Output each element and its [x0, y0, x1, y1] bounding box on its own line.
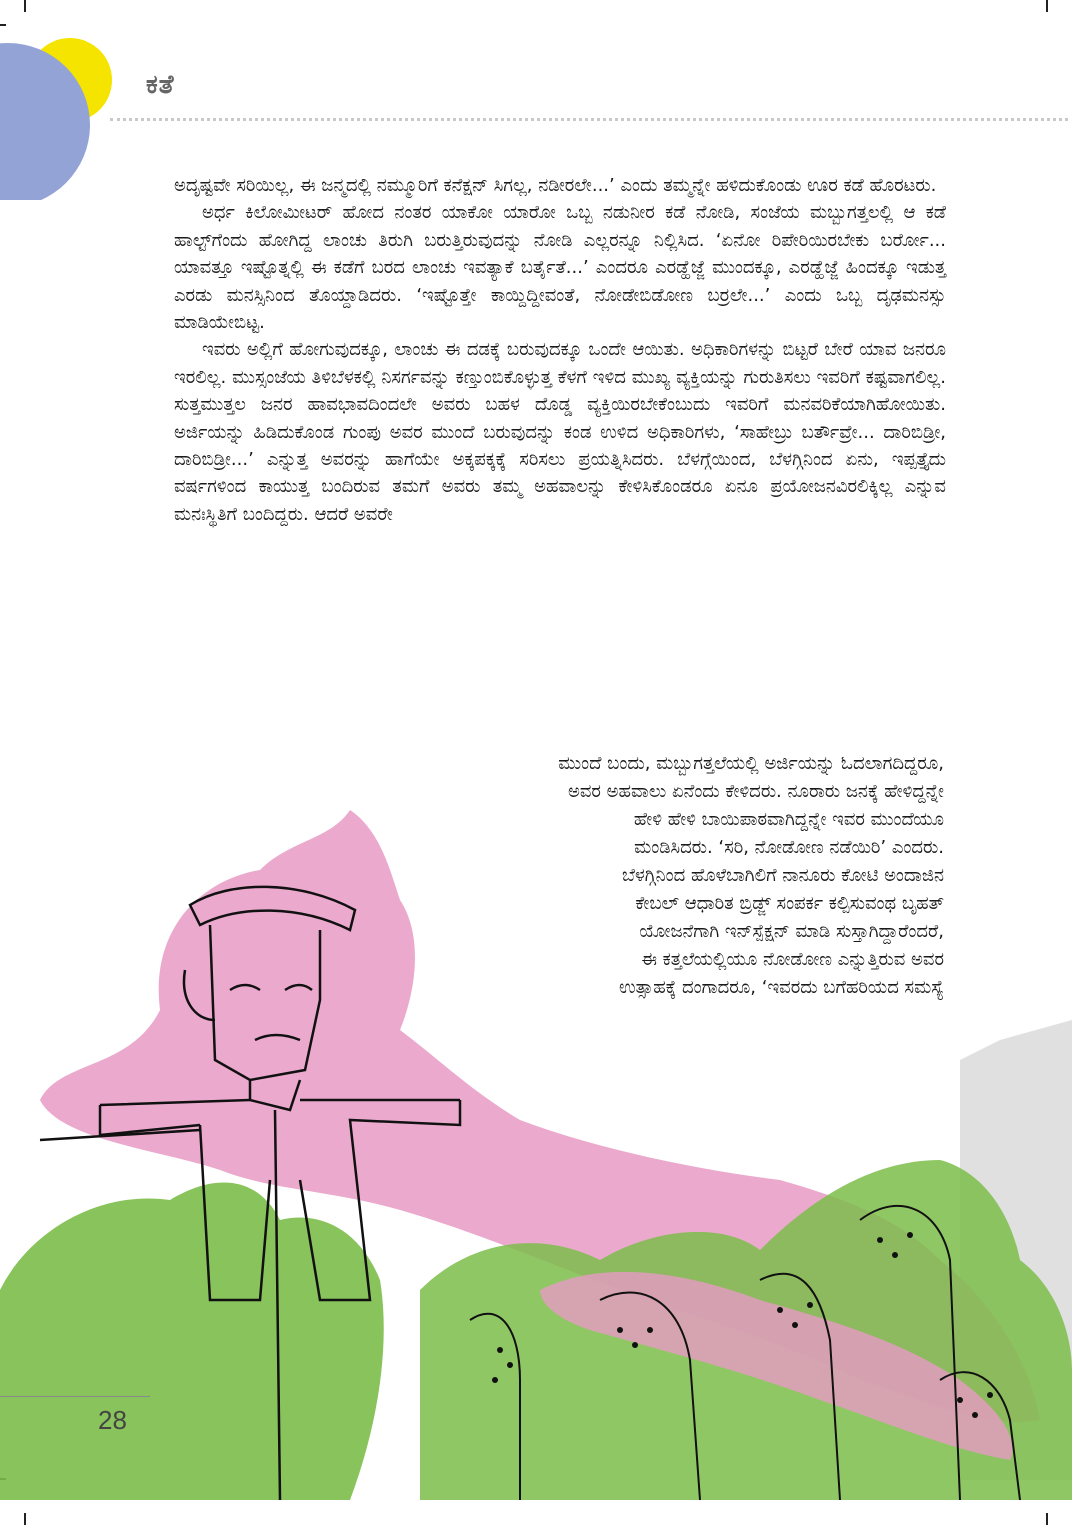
wrapped-line: ಈ ಕತ್ತಲೆಯಲ್ಲಿಯೂ ನೋಡೋಣ ಎನ್ನುತ್ತಿರುವ ಅವರ [641, 949, 944, 970]
wrapped-line: ಕೇಬಲ್ ಆಧಾರಿತ ಬ್ರಿಡ್ಜ್ ಸಂಪರ್ಕ ಕಲ್ಪಿಸುವಂಥ ಬೃಹತ್ [635, 893, 944, 914]
wrapped-line: ಬೆಳಗ್ಗಿನಿಂದ ಹೊಳೆಬಾಗಿಲಿಗೆ ನಾನೂರು ಕೋಟಿ ಅಂದಾಜಿನ [621, 865, 944, 886]
wrapped-line: ಅವರ ಅಹವಾಲು ಏನೆಂದು ಕೇಳಿದರು. ನೂರಾರು ಜನಕ್ಕೆ ಹೇಳಿದ್ದನ್ನೇ [567, 781, 944, 802]
wrapped-line: ಮುಂದೆ ಬಂದು, ಮಬ್ಬುಗತ್ತಲೆಯಲ್ಲಿ ಅರ್ಜಿಯನ್ನು ಓದಲಾಗದಿದ್ದರೂ, [558, 753, 944, 774]
paragraph: ಅದೃಷ್ಟವೇ ಸರಿಯಿಲ್ಲ, ಈ ಜನ್ಮದಲ್ಲಿ ನಮ್ಮೂರಿಗೆ ಕನೆಕ್ಷನ್ ಸಿಗಲ್ಲ, ನಡೀರಲೇ...’ ಎಂದು ತಮ್ಮನ್ನೇ ಹಳಿದುಕೊಂಡು ಊರ ಕಡೆ ಹೊರಟರು. [174, 175, 937, 196]
wrapped-line: ಯೋಜನೆಗಾಗಿ ಇನ್‌ಸ್ಪೆಕ್ಷನ್ ಮಾಡಿ ಸುಸ್ತಾಗಿದ್ದಾರೆಂದರೆ, [639, 921, 944, 942]
footer-rule [0, 1396, 150, 1397]
crop-mark [1046, 0, 1048, 12]
header-dotted-rule [110, 118, 1068, 121]
section-title: ಕತೆ [146, 70, 175, 100]
wrapped-line: ಮಂಡಿಸಿದರು. ‘ಸರಿ, ನೋಡೋಣ ನಡೆಯಿರಿ’ ಎಂದರು. [634, 837, 944, 858]
page-number: 28 [98, 1405, 127, 1435]
paragraph: ಇವರು ಅಲ್ಲಿಗೆ ಹೋಗುವುದಕ್ಕೂ, ಲಾಂಚು ಈ ದಡಕ್ಕೆ ಬರುವುದಕ್ಕೂ ಒಂದೇ ಆಯಿತು. ಅಧಿಕಾರಿಗಳನ್ನು ಬಿಟ್ಟರೆ ಬೇರೆ ಯಾವ ಜನರೂ ಇರಲಿಲ್ಲ. ಮುಸ್ಸಂಜೆಯ ತಿಳಿಬೆಳಕಲ್ಲಿ ನಿಸರ್ಗವನ್ನು ಕಣ್ತುಂಬಿಕೊಳ್ಳುತ್ತ ಕೆಳಗೆ ಇಳಿದ ಮುಖ್ಯ ವ್ಯಕ್ತಿಯನ್ನು ಗುರುತಿಸಲು ಇವರಿಗೆ ಕಷ್ಟವಾಗಲಿಲ್ಲ. ಸುತ್ತಮುತ್ತಲ ಜನರ ಹಾವಭಾವದಿಂದಲೇ ಅವರು ಬಹಳ ದೊಡ್ಡ ವ್ಯಕ್ತಿಯಿರಬೇಕೆಂಬುದು ಇವರಿಗೆ ಮನವರಿಕೆಯಾಗಿಹೋಯಿತು. ಅರ್ಜಿಯನ್ನು ಹಿಡಿದುಕೊಂಡ ಗುಂಪು ಅವರ ಮುಂದೆ ಬರುವುದನ್ನು ಕಂಡ ಉಳಿದ ಅಧಿಕಾರಿಗಳು, ‘ಸಾಹೇಬ್ರು ಬರ್ತೌವ್ರೇ... ದಾರಿಬಿಡ್ರೀ, ದಾರಿಬಿಡ್ರೀ...’ ಎನ್ನುತ್ತ ಅವರನ್ನು ಹಾಗೆಯೇ ಅಕ್ಕಪಕ್ಕಕ್ಕೆ ಸರಿಸಲು ಪ್ರಯತ್ನಿಸಿದರು. ಬೆಳಗ್ಗೆಯಿಂದ, ಬೆಳಗ್ಗಿನಿಂದ ಏನು, ಇಪ್ಪತ್ತೈದು ವರ್ಷಗಳಿಂದ ಕಾಯುತ್ತ ಬಂದಿರುವ ತಮಗೆ ಅವರು ತಮ್ಮ ಅಹವಾಲನ್ನು ಕೇಳಿಸಿಕೊಂಡರೂ ಏನೂ ಪ್ರಯೋಜನವಿರಲಿಕ್ಕಿಲ್ಲ ಎನ್ನುವ ಮನಃಸ್ಥಿತಿಗೆ ಬಂದಿದ್ದರು. ಆದರೆ ಅವರೇ [174, 339, 946, 525]
story-text [174, 172, 946, 528]
wrapped-line: ಉತ್ಸಾಹಕ್ಕೆ ದಂಗಾದರೂ, ‘ಇವರದು ಬಗೆಹರಿಯದ ಸಮಸ್ಯೆ [618, 977, 944, 998]
scarecrow-illustration [0, 790, 1072, 1525]
wrapped-line: ಹೇಳಿ ಹೇಳಿ ಬಾಯಿಪಾಠವಾಗಿದ್ದನ್ನೇ ಇವರ ಮುಂದೆಯೂ [633, 809, 944, 830]
paragraph: ಅರ್ಧ ಕಿಲೋಮೀಟರ್ ಹೋದ ನಂತರ ಯಾಕೋ ಯಾರೋ ಒಬ್ಬ ನಡುನೀರ ಕಡೆ ನೋಡಿ, ಸಂಜೆಯ ಮಬ್ಬುಗತ್ತಲಲ್ಲಿ ಆ ಕಡೆ ಹಾಲ್ಟ್‌ಗೆಂದು ಹೋಗಿದ್ದ ಲಾಂಚು ತಿರುಗಿ ಬರುತ್ತಿರುವುದನ್ನು ನೋಡಿ ಎಲ್ಲರನ್ನೂ ನಿಲ್ಲಿಸಿದ. ‘ಏನೋ ರಿಪೇರಿಯಿರಬೇಕು ಬರ್ರೋ... ಯಾವತ್ತೂ ಇಷ್ಟೊತ್ನಲ್ಲಿ ಈ ಕಡೆಗೆ ಬರದ ಲಾಂಚು ಇವತ್ಯಾಕೆ ಬರ್ತೈತೆ...’ ಎಂದರೂ ಎರಡ್ಹೆಜ್ಜೆ ಮುಂದಕ್ಕೂ, ಎರಡ್ಹೆಜ್ಜೆ ಹಿಂದಕ್ಕೂ ಇಡುತ್ತ ಎರಡು ಮನಸ್ಸಿನಿಂದ ತೊಯ್ದಾಡಿದರು. ‘ಇಷ್ಟೊತ್ತೇ ಕಾಯ್ದಿದ್ದೀವಂತೆ, ನೋಡೇಬಿಡೋಣ ಬರ್ರಲೇ...’ ಎಂದು ಒಬ್ಬ ದೃಢಮನಸ್ಸು ಮಾಡಿಯೇಬಿಟ್ಟ. [174, 202, 946, 334]
